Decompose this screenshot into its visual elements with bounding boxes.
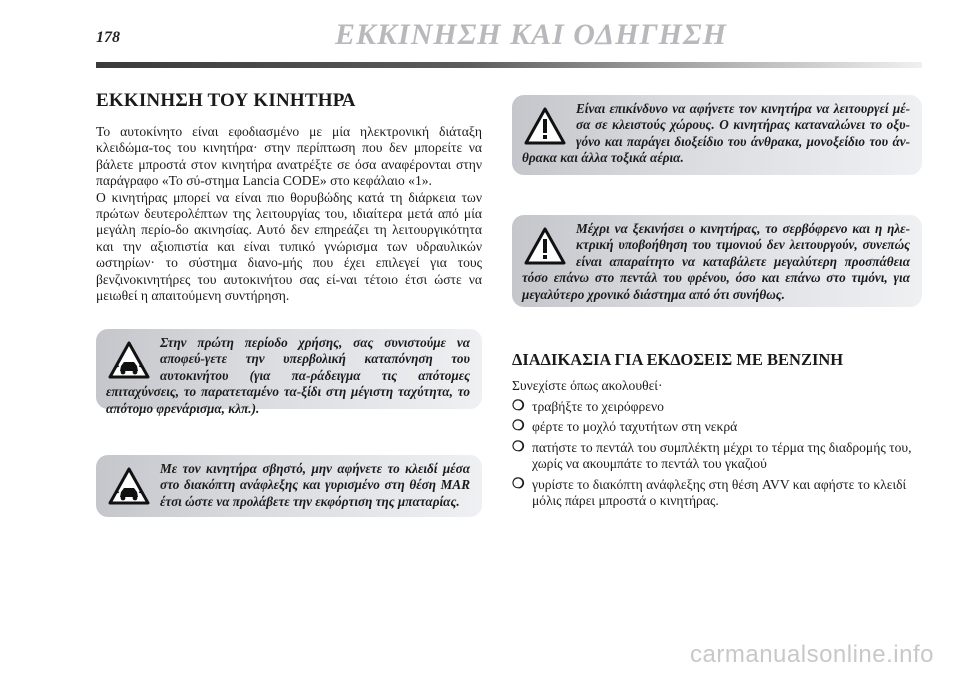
car-caution-icon bbox=[106, 337, 152, 383]
step-text: φέρτε το μοχλό ταχυτήτων στη νεκρά bbox=[532, 419, 738, 435]
petrol-steps-list bbox=[512, 399, 922, 513]
warning-icon bbox=[522, 223, 568, 269]
list-item bbox=[512, 419, 922, 435]
car-caution-icon bbox=[106, 463, 152, 509]
engine-paragraph-1: Το αυτοκίνητο είναι εφοδιασμένο με μία ηλεκτρονική διάταξη κλειδώμα-τος του κινητήρα· στην περίπτωση που δεν μπορείτε να βάλετε μπροστά στον κινητήρα ανατρέξτε σε όσα αναφέρονται στην παράγραφο «Το σύ-στημα Lancia CODE» στο κεφάλαιο «1». bbox=[96, 124, 482, 189]
list-item bbox=[512, 477, 922, 510]
engine-section-title: ΕΚΚΙΝΗΣΗ ΤΟΥ ΚΙΝΗΤΗΡΑ bbox=[96, 90, 356, 111]
bullet-circle-icon: ❍ bbox=[512, 476, 525, 492]
note-first-period bbox=[96, 329, 482, 416]
list-item bbox=[512, 440, 922, 473]
warning-icon bbox=[522, 103, 568, 149]
note-closed-spaces-text: Είναι επικίνδυνο να αφήνετε τον κινητήρα να λειτουργεί μέ-σα σε κλειστούς χώρους. Ο κινητήρας καταναλώνει το οξυ-γόνο και παράγει διοξείδιο του άνθρακα, μονοξείδιο του άν-θρακα και άλλα τοξικά αέρια. bbox=[522, 101, 910, 166]
bullet-circle-icon: ❍ bbox=[512, 399, 525, 414]
header-rule bbox=[96, 62, 922, 68]
list-item bbox=[512, 399, 922, 415]
note-brake-servo-text: Μέχρι να ξεκινήσει ο κινητήρας, το σερβόφρενο και η ηλε-κτρική υποβοήθηση του τιμονιού δεν λειτουργούν, συνεπώς είναι απαραίτητο να καταβάλετε μεγαλύτερη προσπάθεια τόσο επάνω στο πεντάλ του φρένου, όσο και επάνω στο τιμόνι, για μεγαλύτερο χρονικό διάστημα από ότι συνήθως. bbox=[522, 221, 910, 302]
page-number: 178 bbox=[96, 29, 120, 46]
petrol-section-title: ΔΙΑΔΙΚΑΣΙΑ ΓΙΑ ΕΚΔΟΣΕΙΣ ΜΕ ΒΕΝΖΙΝΗ bbox=[512, 350, 844, 369]
step-text: πατήστε το πεντάλ του συμπλέκτη μέχρι το τέρμα της διαδρομής του, χωρίς να ακουμπάτε το πεντάλ του γκαζιού bbox=[532, 439, 912, 472]
note-closed-spaces-warning bbox=[512, 95, 922, 175]
engine-paragraph-2: Ο κινητήρας μπορεί να είναι πιο θορυβώδης κατά τη διάρκεια των πρώτων δευτερολέπτων της λειτουργίας του, ιδιαίτερα μετά από μία μεγάλη περίο-δο ακινησίας. Αυτό δεν επηρεάζει τη λειτουργικότητα και την αξιοπιστία και είναι τυπικό γνώρισμα των υδραυλικών ωστηρίων· το σύστημα διανο-μής που έχει επιλεγεί για τους βενζινοκινητήρες του αυτοκινήτου σας εί-ναι τέτοιο έτσι ώστε να μειωθεί η απαιτούμενη συντήρηση. bbox=[96, 189, 482, 304]
note-engine-off-key bbox=[96, 455, 482, 517]
running-header-title: ΕΚΚΙΝΗΣΗ ΚΑΙ ΟΔΗΓΗΣΗ bbox=[335, 18, 727, 51]
note-engine-off-key-text: Με τον κινητήρα σβηστό, μην αφήνετε το κλειδί μέσα στο διακόπτη ανάφλεξης και γυρισμένο στη θέση MAR έτσι ώστε να προλάβετε την εκφόρτιση της μπαταρίας. bbox=[160, 461, 470, 509]
step-text: τραβήξτε το χειρόφρενο bbox=[532, 399, 664, 414]
watermark: carmanualsonline.info bbox=[690, 641, 934, 668]
bullet-circle-icon: ❍ bbox=[512, 419, 525, 435]
bullet-circle-icon: ❍ bbox=[512, 439, 525, 455]
note-first-period-text: Στην πρώτη περίοδο χρήσης, σας συνιστούμε να αποφεύ-γετε την υπερβολική καταπόνηση του αυτοκινήτου (για πα-ράδειγμα τις απότομες επιταχύνσεις, το παρατεταμένο τα-ξίδι στη μέγιστη ταχύτητα, το απότομο φρενάρισμα, κλπ.). bbox=[106, 335, 470, 416]
engine-section-body bbox=[96, 124, 482, 304]
step-text: γυρίστε το διακόπτη ανάφλεξης στη θέση AVV και αφήστε το κλειδί μόλις πάρει μπροστά ο κινητήρας. bbox=[532, 476, 907, 509]
petrol-section-intro: Συνεχίστε όπως ακολουθεί· bbox=[512, 378, 663, 393]
note-brake-servo-warning bbox=[512, 215, 922, 307]
